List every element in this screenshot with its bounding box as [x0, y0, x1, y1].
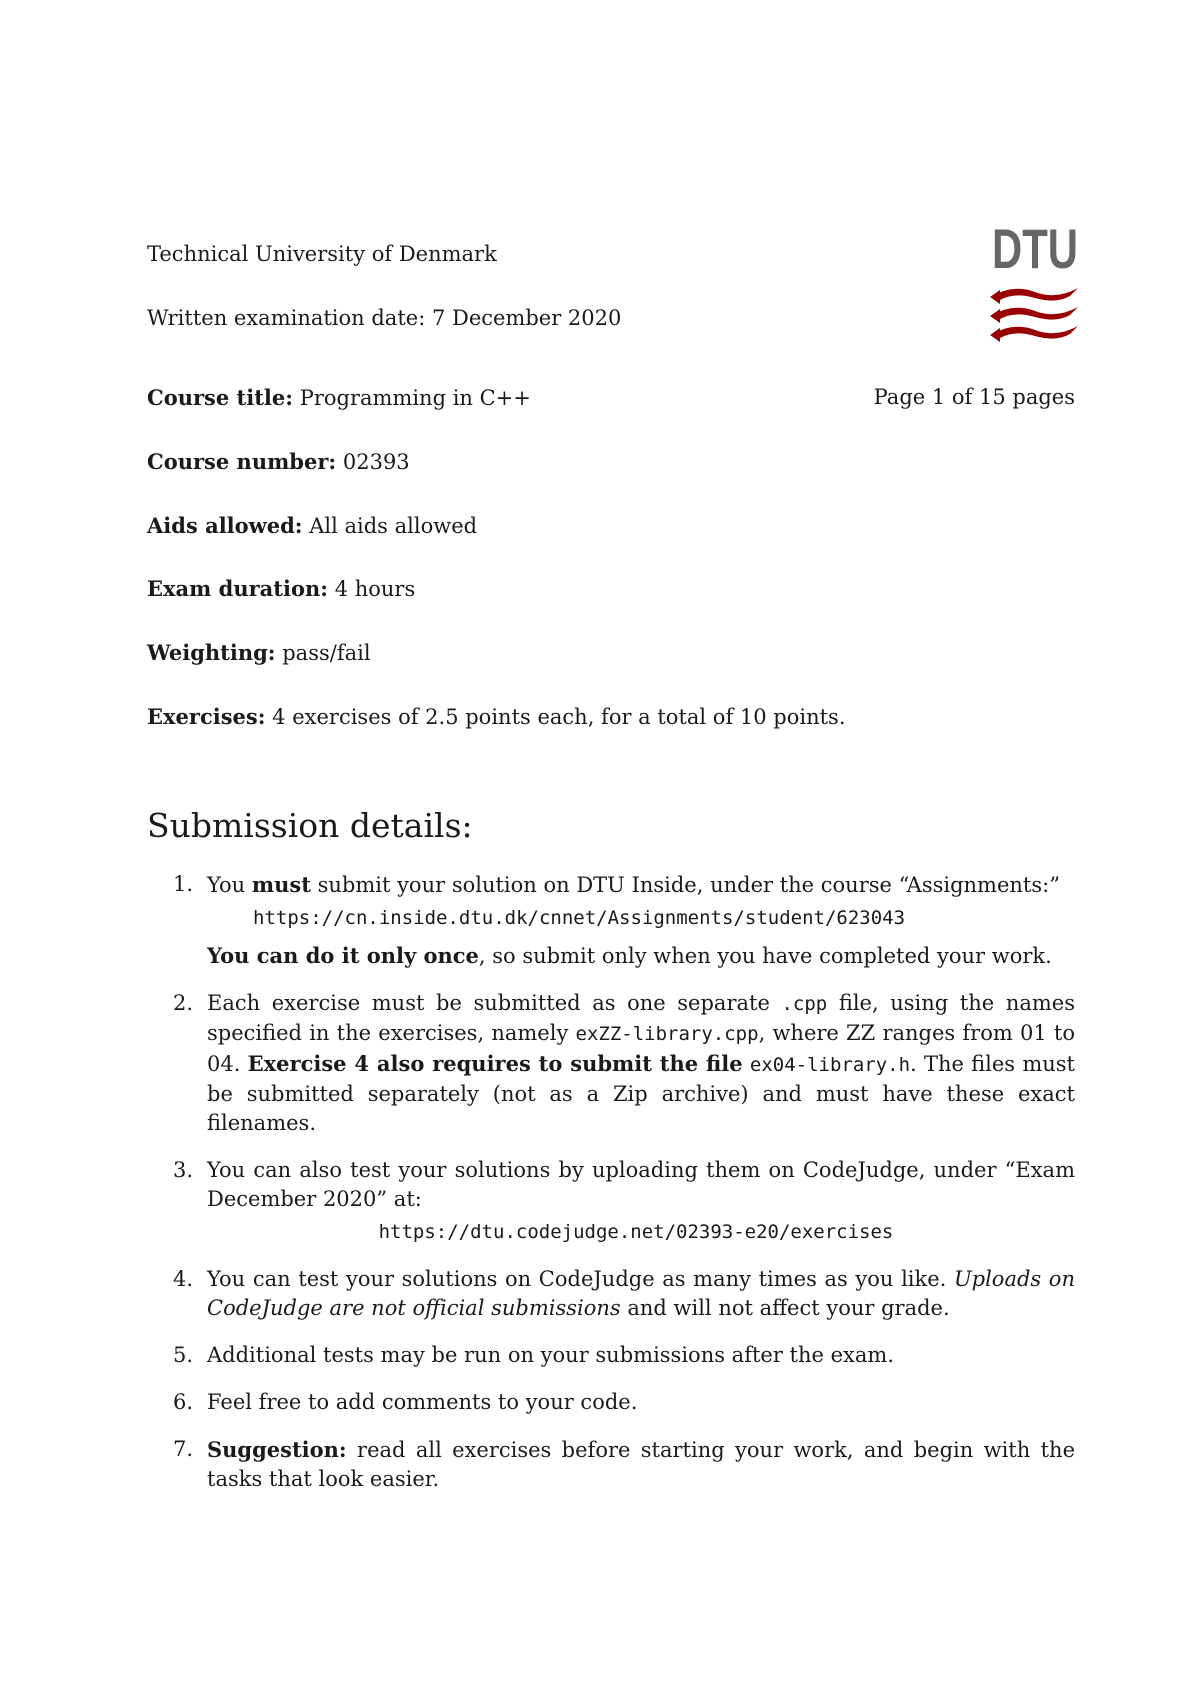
item-text: You can test your solutions on CodeJudge as many times as you like.	[207, 1267, 954, 1291]
exercises-label: Exercises:	[147, 704, 266, 729]
assignments-url[interactable]: https://cn.inside.dtu.dk/cnnet/Assignments/student/623043	[253, 907, 906, 929]
course-title-field	[147, 383, 531, 413]
logo-left-1	[990, 290, 1000, 304]
aids-allowed-field	[147, 511, 477, 541]
list-number: 6.	[173, 1390, 194, 1414]
item-bold-text: You can do it only once	[207, 943, 479, 968]
item-text: Additional tests may be run on your submissions after the exam.	[207, 1343, 894, 1367]
exam-duration-label: Exam duration:	[147, 576, 328, 601]
exercises-value: 4 exercises of 2.5 points each, for a total of 10 points.	[272, 705, 846, 729]
item-text: . The files must be submitted separately (not as a Zip archive) and must have these exact filenames.	[207, 1052, 1075, 1135]
item-bold-text: must	[251, 872, 311, 897]
item-text: You	[207, 873, 252, 897]
weighting-label: Weighting:	[147, 640, 276, 665]
list-item	[147, 1265, 1075, 1323]
list-item	[147, 1388, 1075, 1417]
course-number-value: 02393	[342, 450, 410, 474]
item-code: .cpp	[781, 993, 828, 1015]
item-italic-text: Uploads on CodeJudge are not official submissions	[207, 1267, 1075, 1320]
aids-allowed-value: All aids allowed	[309, 514, 478, 538]
page-indicator: Page 1 of 15 pages	[873, 385, 1075, 409]
logo-left-3	[990, 328, 1000, 342]
list-item	[147, 989, 1075, 1138]
dtu-logo	[990, 218, 1080, 350]
weighting-field	[147, 638, 371, 668]
list-number: 4.	[173, 1267, 194, 1291]
dtu-logo-text: DTU	[992, 217, 1078, 280]
item-text: file, using the names specified in the exercises, namely	[207, 991, 1075, 1045]
item-text: , so submit only when you have completed your work.	[478, 944, 1052, 968]
item-text: Each exercise must be submitted as one separate	[207, 991, 782, 1015]
item-text: , where ZZ ranges from 01 to 04.	[207, 1021, 1075, 1076]
aids-allowed-label: Aids allowed:	[147, 513, 303, 538]
exercises-field	[147, 702, 846, 732]
course-title-value: Programming in C++	[299, 386, 531, 410]
list-item	[147, 1435, 1075, 1494]
list-number: 5.	[173, 1343, 194, 1367]
item-text: submit your solution on DTU Inside, under the course “Assignments:”	[310, 873, 1060, 897]
list-number: 2.	[173, 991, 194, 1015]
university-name: Technical University of Denmark	[147, 242, 497, 266]
weighting-value: pass/fail	[282, 641, 371, 665]
item-text	[743, 1052, 750, 1076]
logo-wave-3	[992, 326, 1078, 339]
item-text: Feel free to add comments to your code.	[207, 1390, 638, 1414]
list-item	[147, 1156, 1075, 1247]
codejudge-url[interactable]: https://dtu.codejudge.net/02393-e20/exercises	[378, 1221, 894, 1243]
item-text: You can also test your solutions by uploading them on CodeJudge, under “Exam December 2020” at:	[207, 1158, 1075, 1211]
course-number-label: Course number:	[147, 449, 337, 474]
item-bold-text: Suggestion:	[207, 1437, 347, 1462]
once-line	[207, 941, 1075, 971]
submission-heading: Submission details:	[147, 806, 473, 845]
course-number-field	[147, 447, 410, 477]
item-code: exZZ-library.cpp	[575, 1023, 759, 1045]
list-item	[147, 870, 1075, 971]
logo-wave-1	[992, 288, 1078, 301]
list-item	[147, 1341, 1075, 1370]
list-number: 3.	[173, 1158, 194, 1182]
list-number: 7.	[173, 1437, 194, 1461]
list-number: 1.	[173, 872, 194, 896]
exam-date: Written examination date: 7 December 2020	[147, 306, 622, 330]
item-bold-text: Exercise 4 also requires to submit the file	[247, 1051, 743, 1076]
logo-left-2	[990, 309, 1000, 323]
item-text: read all exercises before starting your work, and begin with the tasks that look easier.	[207, 1438, 1075, 1491]
course-title-label: Course title:	[147, 385, 294, 410]
submission-list	[147, 870, 1075, 1512]
item-code: ex04-library.h	[749, 1054, 911, 1076]
exam-duration-value: 4 hours	[334, 577, 416, 601]
item-text: and will not affect your grade.	[620, 1296, 950, 1320]
logo-wave-2	[992, 307, 1078, 320]
exam-duration-field	[147, 574, 415, 604]
